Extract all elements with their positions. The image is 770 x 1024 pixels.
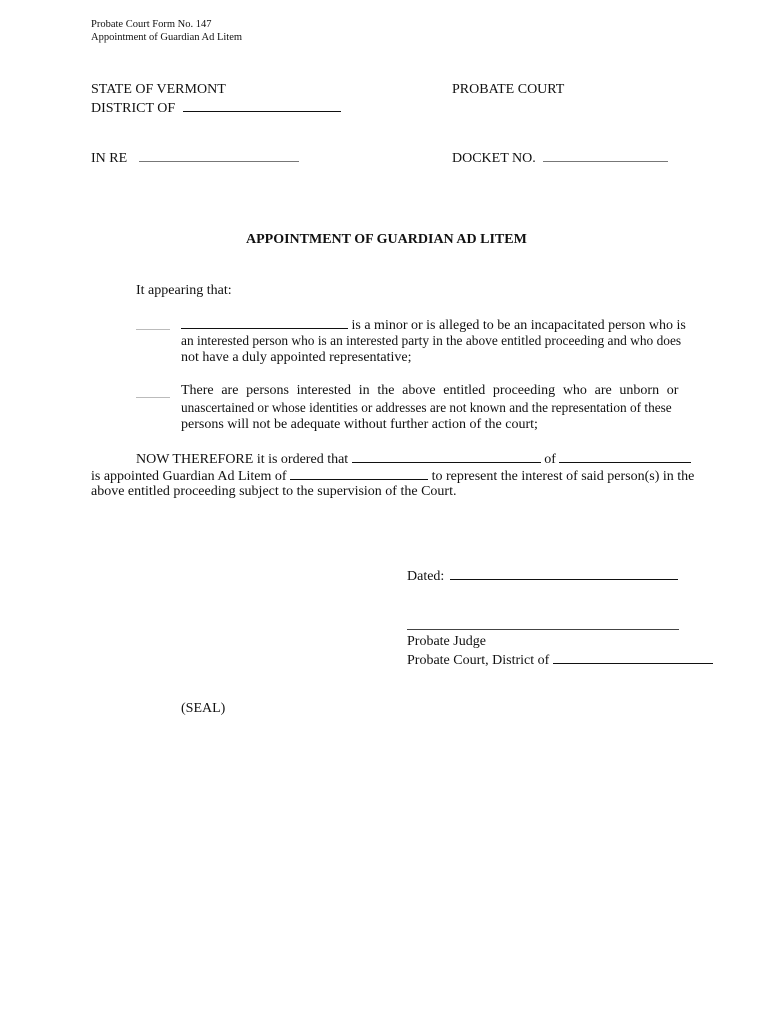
item2-line2: unascertained or whose identities or addresses are not known and the representation of these [181, 400, 672, 415]
docket-row [452, 148, 668, 167]
court-label: PROBATE COURT [452, 82, 565, 97]
guardian-address-field[interactable] [559, 449, 691, 463]
item2-line1: There are persons interested in the above entitled proceeding who are unborn or [181, 383, 679, 398]
item1-text-1: is a minor or is alleged to be an incapacitated person who is [351, 318, 686, 333]
order-line2-prefix: is appointed Guardian Ad Litem of [91, 469, 287, 484]
ward-name-field[interactable] [290, 466, 428, 480]
intro-text: It appearing that: [136, 283, 232, 298]
dated-field[interactable] [450, 566, 678, 580]
in-re-row [91, 148, 299, 167]
item1-checkbox[interactable] [136, 316, 170, 330]
form-number: Probate Court Form No. 147 [91, 19, 212, 30]
court-district-label: Probate Court, District of [407, 653, 550, 668]
state-label: STATE OF VERMONT [91, 82, 226, 97]
judge-signature-line[interactable] [407, 629, 679, 630]
in-re-label: IN RE [91, 151, 128, 166]
item1-line3: not have a duly appointed representative; [181, 350, 412, 365]
court-district-row [407, 650, 713, 669]
dated-label: Dated: [407, 569, 445, 584]
in-re-field[interactable] [139, 148, 299, 162]
docket-label: DOCKET NO. [452, 151, 536, 166]
court-district-field[interactable] [553, 650, 713, 664]
district-row [91, 98, 341, 117]
district-label: DISTRICT OF [91, 101, 176, 116]
judge-title: Probate Judge [407, 634, 486, 649]
item2-line3: persons will not be adequate without further action of the court; [181, 417, 538, 432]
order-prefix: NOW THEREFORE it is ordered that [136, 452, 349, 467]
dated-row [407, 566, 678, 585]
docket-field[interactable] [543, 148, 668, 162]
item2-checkbox[interactable] [136, 384, 170, 398]
district-field[interactable] [183, 98, 341, 112]
form-name: Appointment of Guardian Ad Litem [91, 32, 243, 43]
order-of: of [544, 452, 556, 467]
seal-label: (SEAL) [181, 701, 226, 716]
order-line2-suffix: to represent the interest of said person(s) in the [431, 469, 695, 484]
document-title: APPOINTMENT OF GUARDIAN AD LITEM [246, 232, 527, 247]
guardian-name-field[interactable] [352, 449, 541, 463]
minor-name-field[interactable] [181, 315, 348, 329]
item1-line2: an interested person who is an interested party in the above entitled proceeding and who does [181, 333, 682, 348]
order-line3: above entitled proceeding subject to the supervision of the Court. [91, 484, 457, 499]
